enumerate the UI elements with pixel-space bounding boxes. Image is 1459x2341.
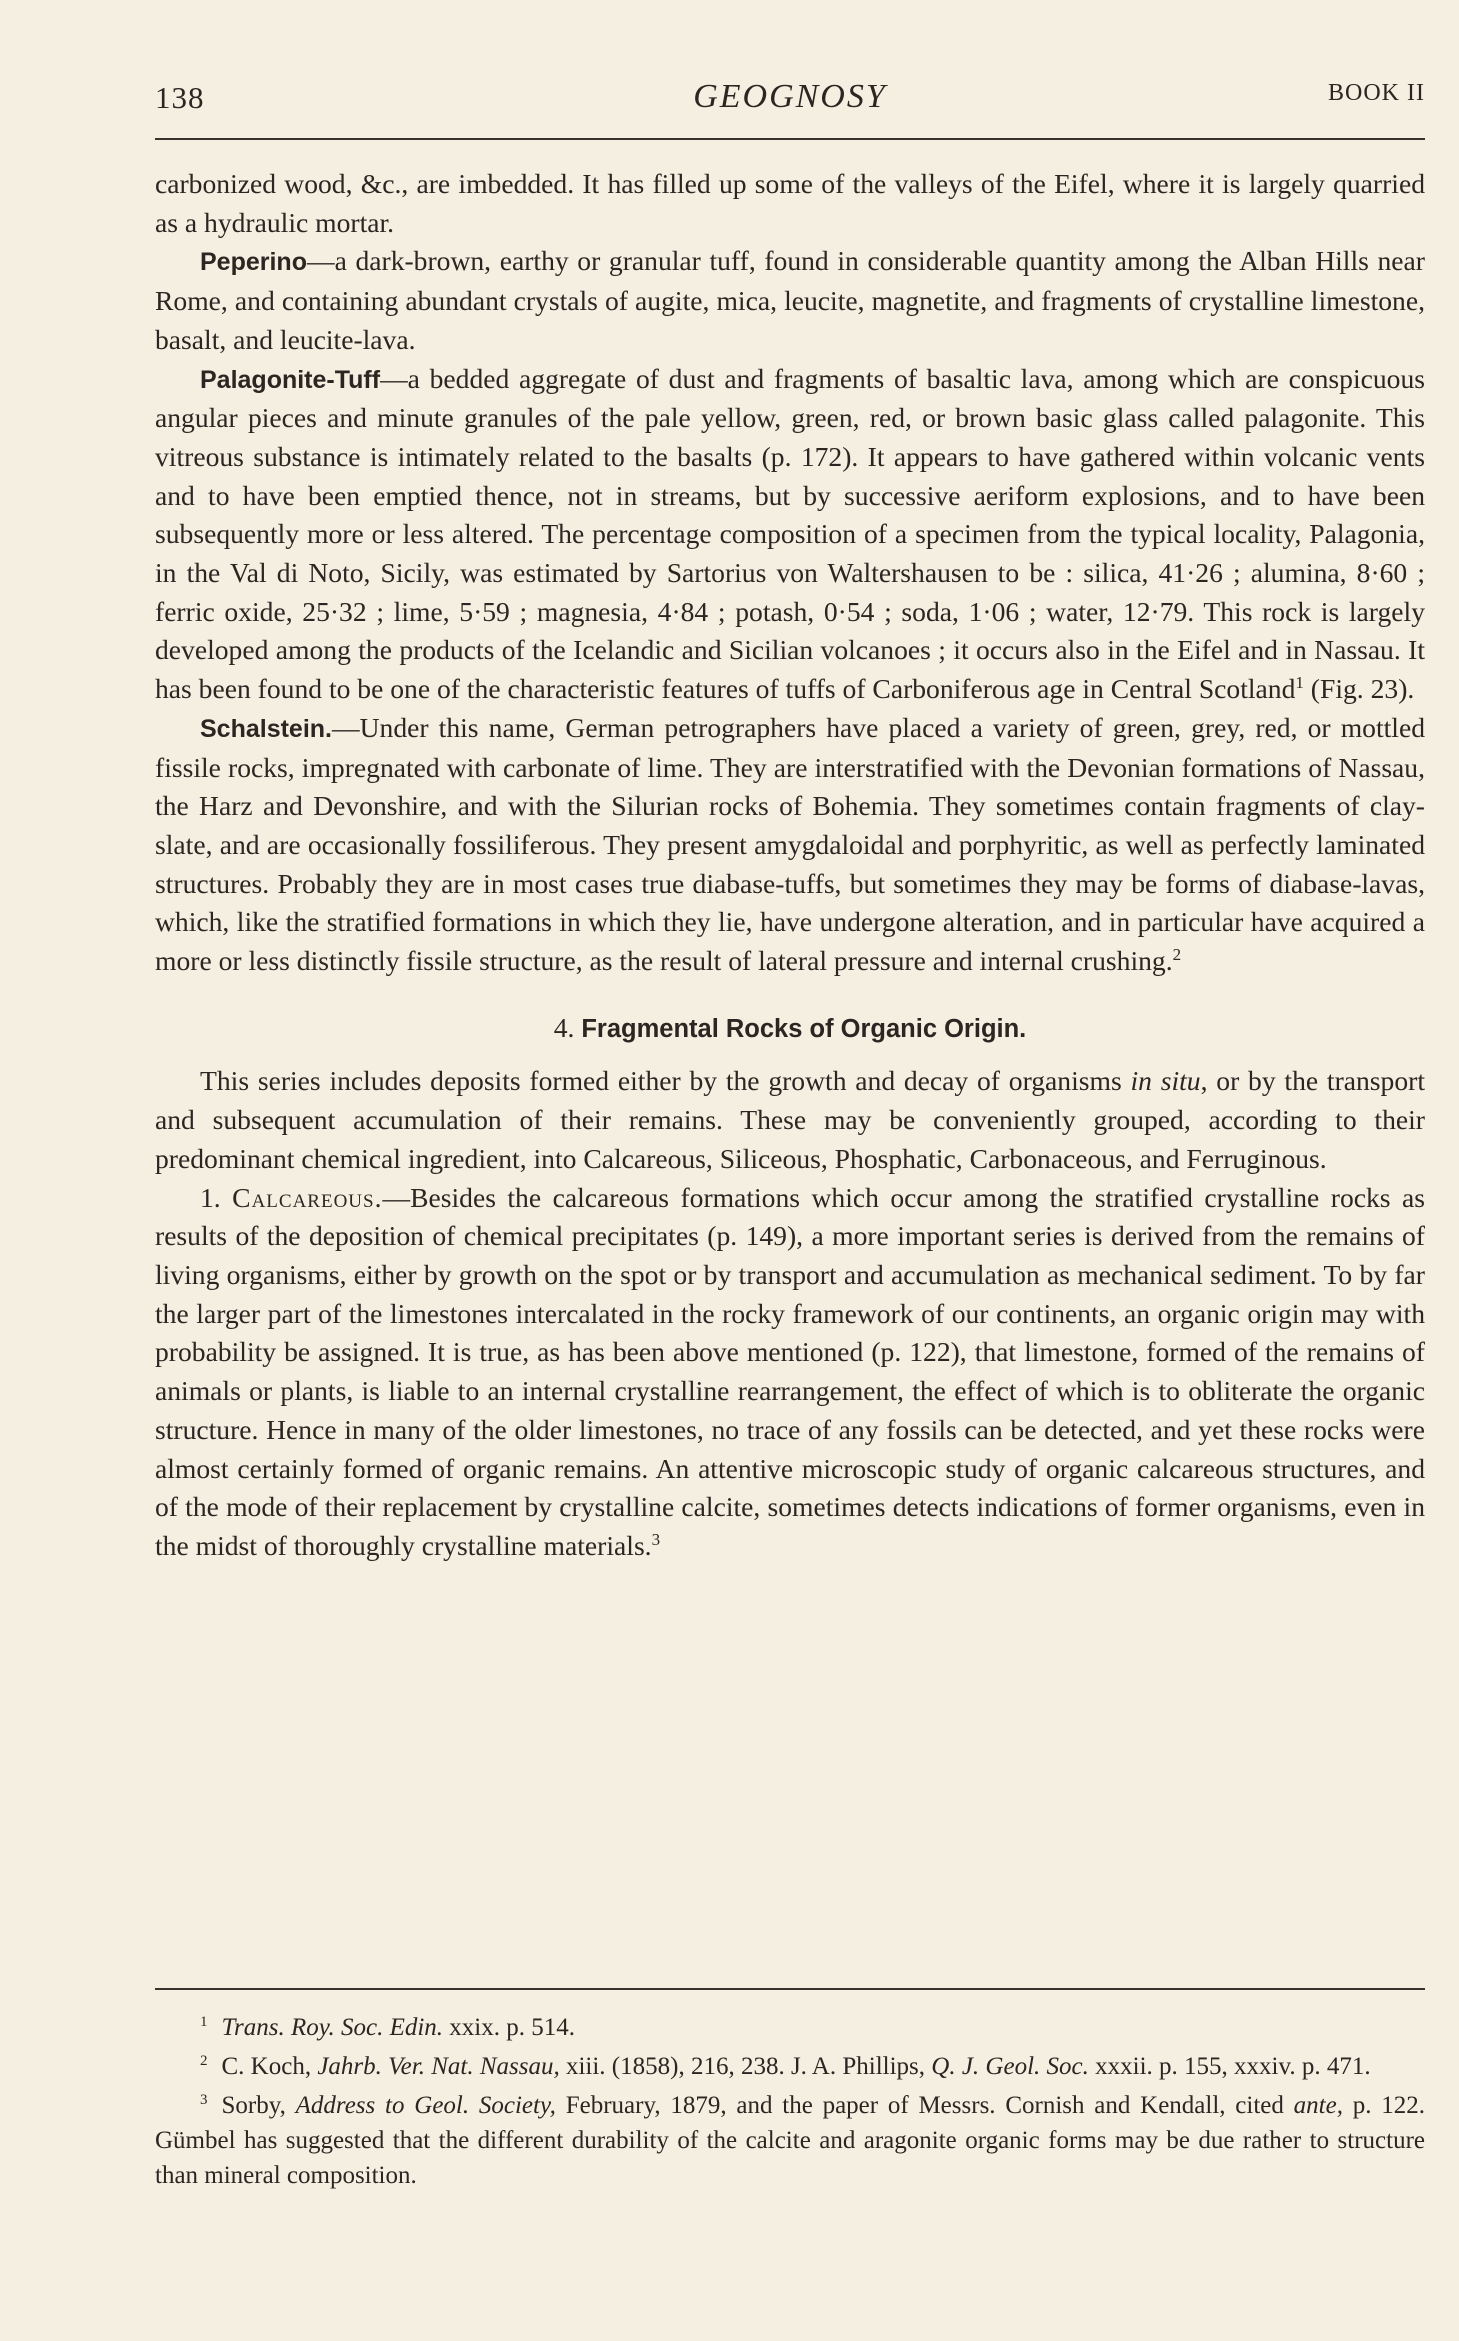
- term-peperino: Peperino: [200, 248, 307, 277]
- footnote-ref-2: 2: [1172, 945, 1182, 965]
- footnote-2: $^2$ C. Koch, Jahrb. Ver. Nat. Nassau, xiii. (1858), 216, 238. J. A. Phillips, Q. J. Geol. Soc. xxxii. p. 155, xxxiv. p. 471.: [200, 2053, 1371, 2080]
- term-palagonite-tuff: Palagonite-Tuff: [200, 365, 381, 394]
- running-head: [155, 74, 1425, 124]
- book-label: BOOK II: [1328, 80, 1425, 106]
- footnote-ref-1: 1: [1295, 673, 1304, 693]
- section-number: 4.: [553, 1011, 575, 1043]
- paragraph-continuation: carbonized wood, &c., are imbedded. It has filled up some of the valleys of the Eifel, where it is largely quarried as a hydraulic mortar.: [155, 168, 1425, 238]
- term-calcareous: Calcareous.: [232, 1181, 383, 1213]
- footnotes: [155, 2010, 1425, 2197]
- section-title: Fragmental Rocks of Organic Origin.: [581, 1014, 1027, 1043]
- header-rule: [155, 138, 1425, 140]
- paragraph-palagonite-tuff: Palagonite-Tuff—a bedded aggregate of dust and fragments of basaltic lava, among which are conspicuous angular pieces and minute granules of the pale yellow, green, red, or brown basic glass called palagonite. This vitreous substance is intimately related to the basalts (p. 172). It appears to have gathered within volcanic vents and to have been emptied thence, not in streams, but by successive aeriform explosions, and to have been subsequently more or less altered. The percentage composition of a specimen from the typical locality, Palagonia, in the Val di Noto, Sicily, was estimated by Sartorius von Waltershausen to be : silica, 41·26 ; alumina, 8·60 ; ferric oxide, 25·32 ; lime, 5·59 ; magnesia, 4·84 ; potash, 0·54 ; soda, 1·06 ; water, 12·79. This rock is largely developed among the products of the Icelandic and Sicilian volcanoes ; it occurs also in the Eifel and in Nassau. It has been found to be one of the characteristic features of tuffs of Carboniferous age in Central Scotland$^1$ (Fig. 23).: [155, 362, 1425, 705]
- paragraph-schalstein: Schalstein.—Under this name, German petrographers have placed a variety of green, grey, red, or mottled fissile rocks, impregnated with carbonate of lime. They are interstratified with the Devonian formations of Nassau, the Harz and Devonshire, and with the Silurian rocks of Bohemia. They sometimes contain fragments of clay-slate, and are occasionally fossiliferous. They present amygdaloidal and porphyritic, as well as perfectly laminated structures. Probably they are in most cases true diabase-tuffs, but sometimes they may be forms of diabase-lavas, which, like the stratified formations in which they lie, have undergone alteration, and in particular have acquired a more or less distinctly fissile structure, as the result of lateral pressure and internal crushing.$^2$: [155, 711, 1425, 977]
- footnote-ref-3: 3: [651, 1529, 661, 1549]
- footnote-3: $^3$ Sorby, Address to Geol. Society, February, 1879, and the paper of Messrs. Cornish and Kendall, cited ante, p. 122. Gümbel has suggested that the different durability of the calcite and aragonite organic forms may be due rather to structure than mineral composition.: [155, 2092, 1425, 2189]
- paragraph-section-intro: This series includes deposits formed either by the growth and decay of organisms in situ, or by the transport and subsequent accumulation of their remains. These may be conveniently grouped, according to their predominant chemical ingredient, into Calcareous, Siliceous, Phosphatic, Carbonaceous, and Ferruginous.: [155, 1065, 1425, 1174]
- running-title: GEOGNOSY: [693, 78, 887, 115]
- section-heading: [155, 1009, 1425, 1049]
- page-number: 138: [155, 80, 205, 115]
- paragraph-peperino: Peperino—a dark-brown, earthy or granular tuff, found in considerable quantity among the Alban Hills near Rome, and containing abundant crystals of augite, mica, leucite, magnetite, and fragments of crystalline limestone, basalt, and leucite-lava.: [155, 245, 1425, 355]
- footnote-rule: [155, 1988, 1425, 1990]
- book-page: [155, 0, 1425, 2341]
- paragraph-calcareous: 1. Calcareous.—Besides the calcareous formations which occur among the stratified crystalline rocks as results of the deposition of chemical precipitates (p. 149), a more important series is derived from the remains of living organisms, either by growth on the spot or by transport and accumulation as mechanical sediment. To by far the larger part of the limestones intercalated in the rocky framework of our continents, an organic origin may with probability be assigned. It is true, as has been above mentioned (p. 122), that limestone, formed of the remains of animals or plants, is liable to an internal crystalline rearrangement, the effect of which is to obliterate the organic structure. Hence in many of the older limestones, no trace of any fossils can be detected, and yet these rocks were almost certainly formed of organic remains. An attentive microscopic study of organic calcareous structures, and of the mode of their replacement by crystalline calcite, sometimes detects indications of former organisms, even in the midst of thoroughly crystalline materials.$^3$: [155, 1181, 1425, 1561]
- footnote-1: $^1$ Trans. Roy. Soc. Edin. xxix. p. 514.: [200, 2014, 575, 2041]
- term-schalstein: Schalstein.: [200, 714, 332, 743]
- body-text: [155, 165, 1425, 1566]
